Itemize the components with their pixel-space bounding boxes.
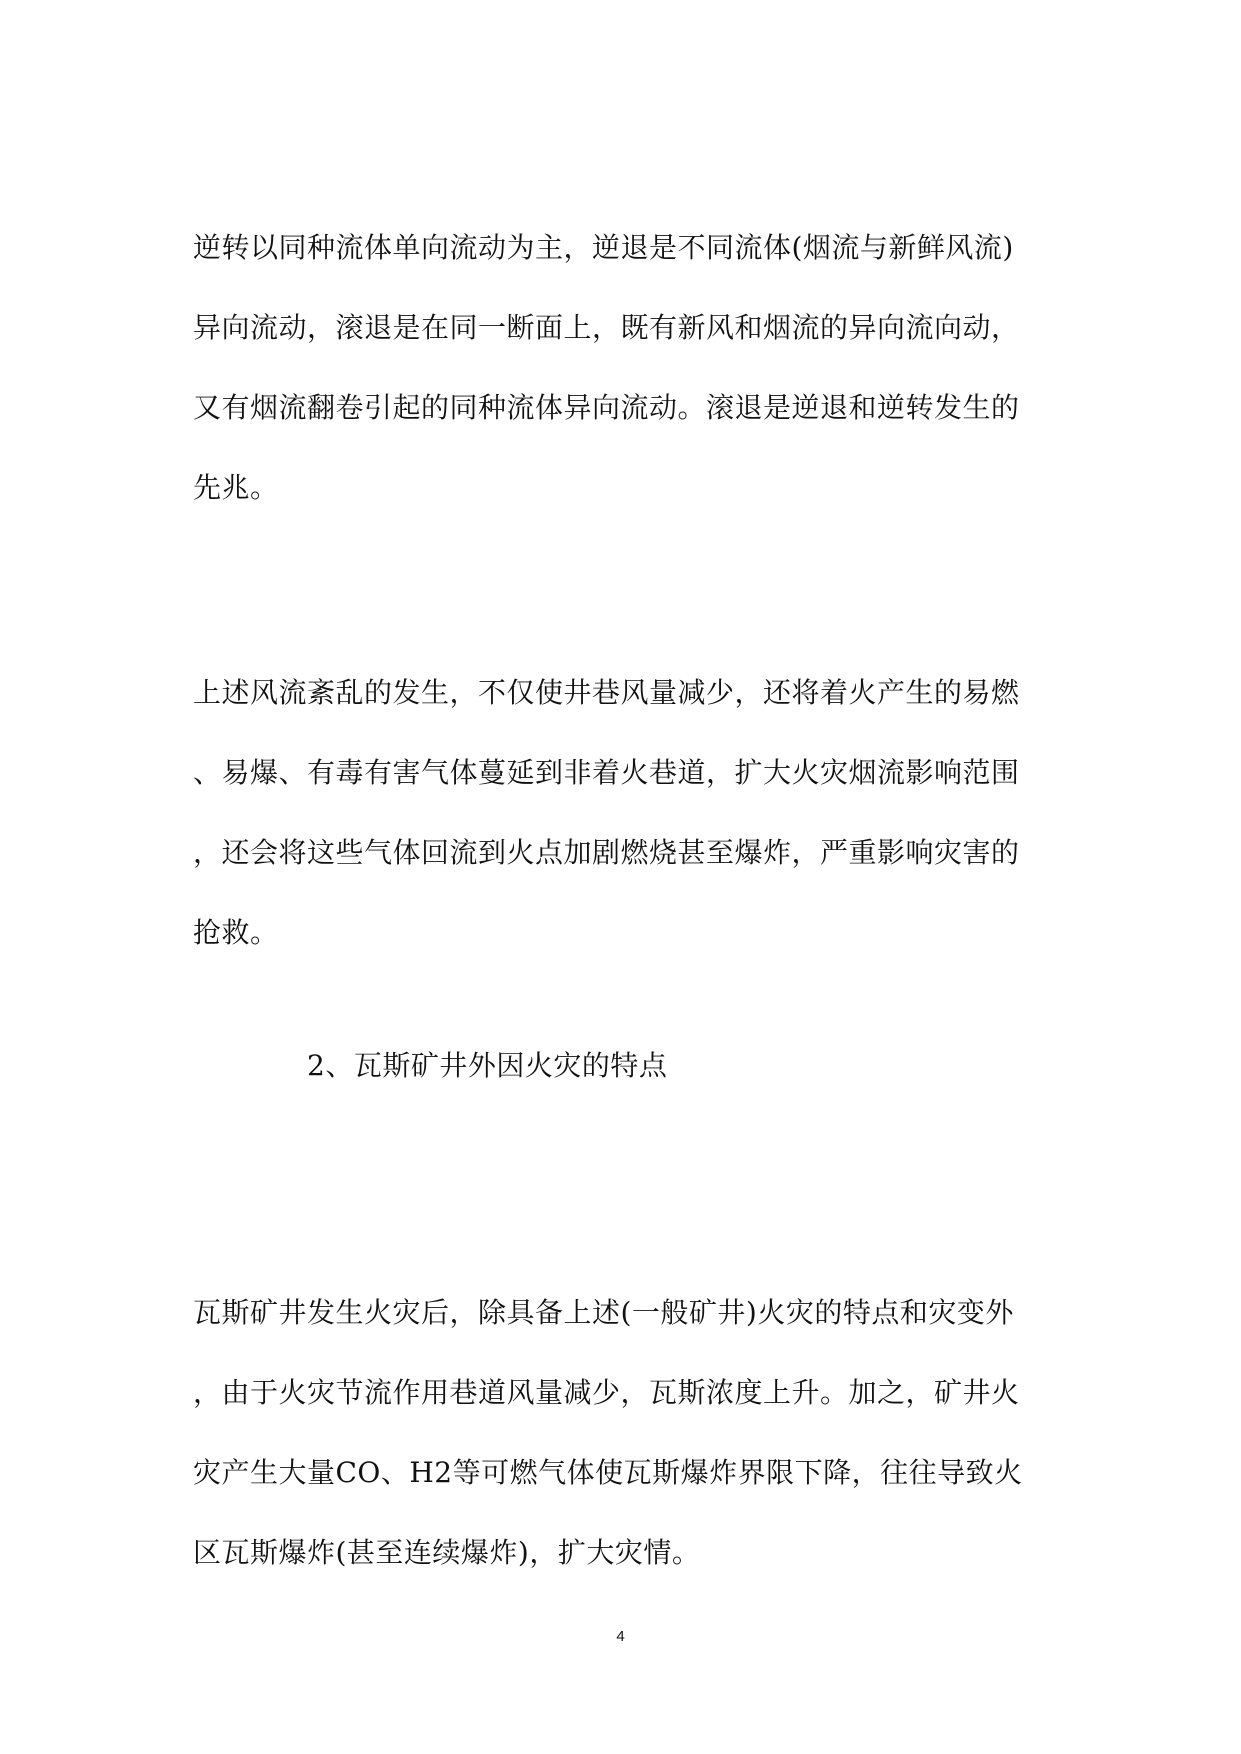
paragraph-line: 区瓦斯爆炸(甚至连续爆炸)，扩大灾情。 [193, 1536, 701, 1569]
paragraph-line: ，由于火灾节流作用巷道风量减少，瓦斯浓度上升。加之，矿井火 [193, 1376, 1020, 1409]
paragraph-line: 抢救。 [193, 916, 279, 949]
paragraph-smoke-flow-reversal [193, 230, 1043, 550]
paragraph-line: 逆转以同种流体单向流动为主，逆退是不同流体(烟流与新鲜风流) [193, 231, 1014, 264]
paragraph-line: 瓦斯矿井发生火灾后，除具备上述(一般矿井)火灾的特点和灾变外 [193, 1296, 1014, 1329]
paragraph-line: 灾产生大量CO、H2等可燃气体使瓦斯爆炸界限下降，往往导致火 [193, 1456, 1023, 1489]
paragraph-line: 异向流动，滚退是在同一断面上，既有新风和烟流的异向流向动， [193, 311, 1020, 344]
paragraph-line: 、易爆、有毒有害气体蔓延到非着火巷道，扩大火灾烟流影响范围 [193, 756, 1020, 789]
paragraph-line: 先兆。 [193, 471, 279, 504]
paragraph-line: 又有烟流翻卷引起的同种流体异向流动。滚退是逆退和逆转发生的 [193, 391, 1020, 424]
paragraph-line: 上述风流紊乱的发生，不仅使井巷风量减少，还将着火产生的易燃 [193, 676, 1020, 709]
paragraph-airflow-disorder [193, 675, 1043, 995]
page-number: 4 [616, 1628, 625, 1645]
paragraph-gas-mine-fire [193, 1295, 1043, 1615]
section-heading: 2、瓦斯矿井外因火灾的特点 [307, 1049, 668, 1082]
paragraph-line: ，还会将这些气体回流到火点加剧燃烧甚至爆炸，严重影响灾害的 [193, 836, 1020, 869]
